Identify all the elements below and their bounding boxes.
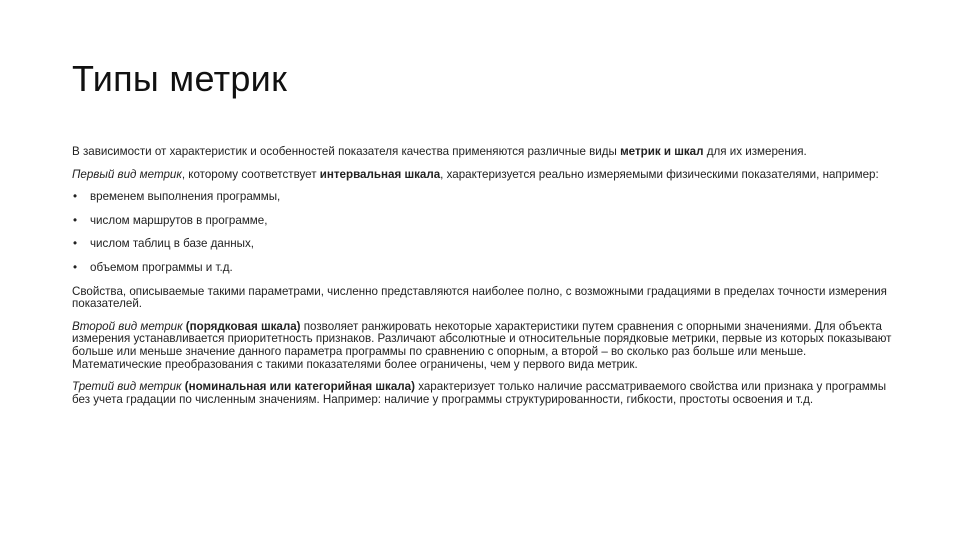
paragraph-properties: Свойства, описываемые такими параметрами, численно представляются наиболее полно, с возможными градациями в пределах точности измерения показателей.: [72, 284, 887, 311]
slide-content: [72, 146, 892, 416]
second-kind-italic: Второй вид метрик: [72, 319, 183, 333]
first-kind-bold: интервальная шкала: [319, 167, 441, 181]
second-kind-bold: (порядковая шкала): [182, 319, 301, 333]
third-kind-italic: Третий вид метрик: [72, 380, 182, 394]
paragraph-intro: [72, 146, 892, 159]
third-kind-bold: (номинальная или категорийная шкала): [181, 380, 415, 394]
second-kind-text: позволяет ранжировать некоторые характеристики путем сравнения с опорными значениями. Для объекта измерения устанавливается приоритетность признаков. Различают абсолютные и относительные порядковые метрики, первые из которых показывают больше или меньше значение данного параметра программы по сравнению с опорным, а второй – во сколько раз больше или меньше. Математические преобразования с такими показателями более ограничены, чем у первого вида метрик.: [72, 319, 892, 371]
paragraph-second-kind: [72, 321, 892, 371]
list-item: • временем выполнения программы,: [72, 191, 892, 204]
paragraph-first-kind: [72, 169, 892, 182]
first-kind-text: , которому соответствует: [181, 167, 320, 181]
first-kind-italic: Первый вид метрик: [72, 167, 182, 181]
examples-list: [72, 191, 892, 274]
slide-title: Типы метрик: [72, 58, 288, 99]
intro-text-end: для их измерения.: [703, 145, 807, 158]
list-item: • числом маршрутов в программе,: [72, 215, 892, 228]
intro-text: В зависимости от характеристик и особенностей показателя качества применяются различные виды: [72, 145, 621, 158]
third-kind-text: характеризует только наличие рассматриваемого свойства или признака у программы без учета градации по численным значениям. Например: наличие у программы структурированности, гибкости, простоты освоения и т.д.: [72, 380, 887, 406]
first-kind-text-end: , характеризуется реально измеряемыми физическими показателями, например:: [440, 167, 879, 181]
list-item: • числом таблиц в базе данных,: [72, 238, 892, 251]
paragraph-third-kind: [72, 381, 892, 406]
intro-bold: метрик и шкал: [620, 145, 704, 158]
list-item: • объемом программы и т.д.: [72, 262, 892, 275]
